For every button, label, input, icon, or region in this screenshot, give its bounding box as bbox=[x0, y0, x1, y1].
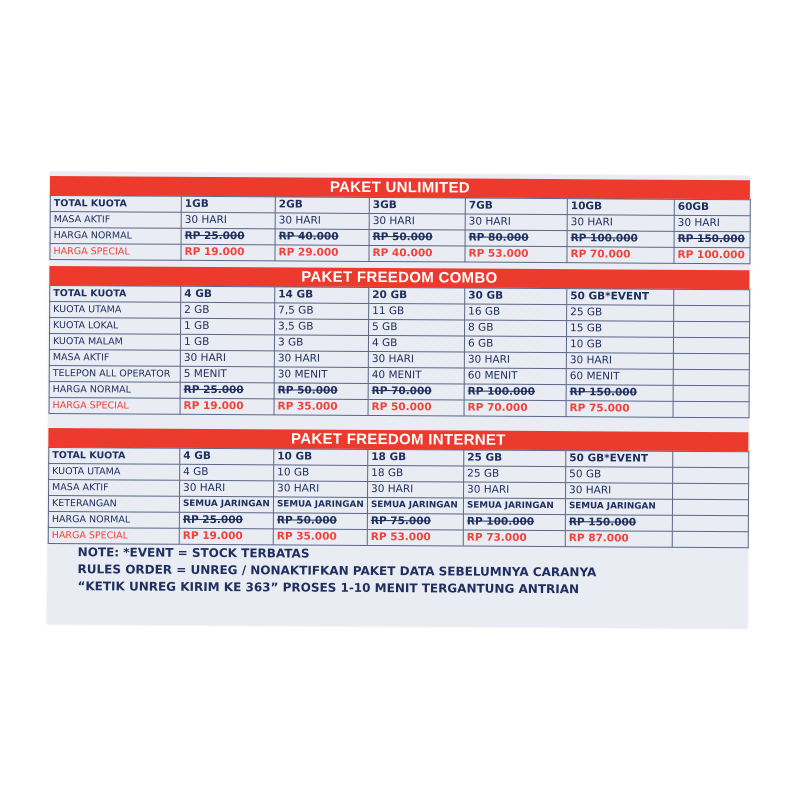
table-cell: RP 40.000 bbox=[275, 229, 369, 246]
table-cell: 1 GB bbox=[180, 334, 274, 351]
row-label: HARGA NORMAL bbox=[48, 511, 179, 528]
row-label: TELEPON ALL OPERATOR bbox=[49, 365, 180, 382]
table-cell: RP 50.000 bbox=[369, 229, 465, 246]
table-cell: 20 GB bbox=[369, 287, 465, 304]
table-freedom-internet bbox=[48, 447, 750, 548]
table-cell: 30 GB bbox=[465, 288, 567, 305]
table-cell: 30 HARI bbox=[274, 481, 368, 498]
row-label: TOTAL KUOTA bbox=[50, 286, 181, 303]
row-label: KETERANGAN bbox=[48, 495, 179, 512]
table-cell: RP 100.000 bbox=[463, 514, 565, 531]
row-label: MASA AKTIF bbox=[49, 479, 180, 496]
row-label: KUOTA LOKAL bbox=[50, 318, 181, 335]
table-cell: 30 HARI bbox=[369, 213, 465, 230]
table-cell: 50 GB*EVENT bbox=[566, 451, 673, 468]
table-cell: 10 GB bbox=[274, 449, 368, 466]
section-title-internet: PAKET FREEDOM INTERNET bbox=[48, 428, 748, 451]
table-cell: 30 HARI bbox=[368, 351, 464, 368]
table-cell bbox=[672, 515, 748, 531]
table-cell: RP 150.000 bbox=[565, 515, 672, 532]
row-label: MASA AKTIF bbox=[50, 212, 181, 229]
table-cell: 60GB bbox=[674, 199, 750, 215]
table-cell: 30 HARI bbox=[465, 214, 567, 231]
table-cell: 30 HARI bbox=[566, 353, 673, 370]
table-cell: 60 MENIT bbox=[566, 369, 673, 386]
table-cell: RP 100.000 bbox=[674, 247, 750, 263]
table-cell: SEMUA JARINGAN bbox=[273, 497, 367, 514]
table-cell: 11 GB bbox=[369, 303, 465, 320]
section-title-unlimited: PAKET UNLIMITED bbox=[50, 176, 750, 199]
table-cell: 50 GB bbox=[566, 467, 673, 484]
table-cell: 4 GB bbox=[181, 286, 275, 303]
table-cell: RP 53.000 bbox=[367, 529, 463, 546]
table-cell: RP 19.000 bbox=[180, 398, 274, 415]
table-cell bbox=[673, 353, 749, 369]
table-cell: RP 100.000 bbox=[464, 384, 566, 401]
table-cell: 4 GB bbox=[180, 448, 274, 465]
table-cell: RP 87.000 bbox=[565, 531, 672, 548]
table-cell: 30 HARI bbox=[464, 352, 566, 369]
note-event: NOTE: *EVENT = STOCK TERBATAS bbox=[77, 545, 310, 561]
table-cell: 30 HARI bbox=[674, 215, 750, 231]
notes-block bbox=[77, 544, 596, 598]
table-cell: RP 25.000 bbox=[180, 382, 274, 399]
table-cell: RP 75.000 bbox=[367, 513, 463, 530]
table-cell: RP 75.000 bbox=[566, 401, 673, 418]
table-cell: 3 GB bbox=[274, 335, 368, 352]
table-cell: SEMUA JARINGAN bbox=[565, 499, 672, 516]
table-cell: 40 MENIT bbox=[368, 367, 464, 384]
table-cell bbox=[673, 369, 749, 385]
row-label: HARGA NORMAL bbox=[49, 381, 180, 398]
table-cell: RP 50.000 bbox=[368, 399, 464, 416]
table-cell: RP 50.000 bbox=[273, 513, 367, 530]
row-label: HARGA NORMAL bbox=[50, 228, 181, 245]
table-cell: 7,5 GB bbox=[275, 303, 369, 320]
table-cell: 5 MENIT bbox=[180, 366, 274, 383]
table-cell: 18 GB bbox=[368, 449, 464, 466]
table-cell: 30 HARI bbox=[566, 483, 673, 500]
table-cell: 1 GB bbox=[181, 318, 275, 335]
table-cell bbox=[673, 337, 749, 353]
table-cell: RP 29.000 bbox=[275, 245, 369, 262]
table-cell: 25 GB bbox=[464, 450, 566, 467]
table-cell: RP 70.000 bbox=[464, 400, 566, 417]
table-cell: 30 HARI bbox=[181, 212, 275, 229]
row-label: TOTAL KUOTA bbox=[49, 447, 180, 464]
table-cell bbox=[672, 531, 748, 547]
table-cell bbox=[674, 321, 750, 337]
table-cell: 4 GB bbox=[368, 335, 464, 352]
row-label: KUOTA UTAMA bbox=[50, 302, 181, 319]
row-label: HARGA SPECIAL bbox=[49, 397, 180, 414]
table-cell: RP 150.000 bbox=[566, 385, 673, 402]
table-cell bbox=[673, 467, 749, 483]
table-cell: 4 GB bbox=[180, 464, 274, 481]
table-cell: RP 73.000 bbox=[463, 530, 565, 547]
table-row bbox=[50, 244, 750, 264]
note-unreg-instruction: “KETIK UNREG KIRIM KE 363” PROSES 1-10 MENIT TERGANTUNG ANTRIAN bbox=[77, 579, 580, 597]
table-cell: RP 35.000 bbox=[273, 529, 367, 546]
table-cell: 8 GB bbox=[465, 320, 567, 337]
table-freedom-combo bbox=[49, 285, 751, 418]
table-cell bbox=[673, 451, 749, 467]
table-cell: RP 150.000 bbox=[674, 231, 750, 247]
table-cell: RP 40.000 bbox=[369, 245, 465, 262]
price-sheet bbox=[47, 172, 750, 628]
table-cell: RP 70.000 bbox=[368, 383, 464, 400]
table-cell bbox=[672, 499, 748, 515]
section-title-combo: PAKET FREEDOM COMBO bbox=[49, 266, 749, 289]
table-cell: SEMUA JARINGAN bbox=[367, 497, 463, 514]
table-cell: 10 GB bbox=[274, 465, 368, 482]
table-cell: 16 GB bbox=[465, 304, 567, 321]
table-cell: 7GB bbox=[465, 198, 567, 215]
table-cell: 10 GB bbox=[566, 337, 673, 354]
table-cell: 30 HARI bbox=[180, 480, 274, 497]
row-label: HARGA SPECIAL bbox=[50, 244, 181, 261]
table-cell: 30 HARI bbox=[567, 215, 674, 232]
table-cell: 3GB bbox=[369, 197, 465, 214]
table-cell: 30 HARI bbox=[368, 481, 464, 498]
table-cell: 30 HARI bbox=[275, 213, 369, 230]
table-cell: RP 80.000 bbox=[465, 230, 567, 247]
table-cell: 30 HARI bbox=[464, 482, 566, 499]
table-cell: 1GB bbox=[181, 196, 275, 213]
table-cell bbox=[674, 289, 750, 305]
table-cell: 5 GB bbox=[369, 319, 465, 336]
table-cell: 25 GB bbox=[567, 305, 674, 322]
row-label: KUOTA MALAM bbox=[49, 334, 180, 351]
table-cell: RP 25.000 bbox=[181, 228, 275, 245]
table-cell: RP 53.000 bbox=[465, 246, 567, 263]
table-cell: SEMUA JARINGAN bbox=[179, 496, 273, 513]
table-cell bbox=[673, 401, 749, 417]
table-cell: 60 MENIT bbox=[464, 368, 566, 385]
table-cell: 10GB bbox=[567, 199, 674, 216]
table-cell: RP 100.000 bbox=[567, 231, 674, 248]
table-cell: RP 50.000 bbox=[274, 383, 368, 400]
table-cell: 18 GB bbox=[368, 465, 464, 482]
table-row bbox=[49, 397, 749, 417]
table-cell: 3,5 GB bbox=[275, 319, 369, 336]
table-unlimited bbox=[49, 195, 750, 264]
table-cell: RP 19.000 bbox=[179, 528, 273, 545]
table-cell: RP 25.000 bbox=[179, 512, 273, 529]
table-cell: RP 19.000 bbox=[181, 244, 275, 261]
table-cell: 50 GB*EVENT bbox=[567, 289, 674, 306]
table-cell: 25 GB bbox=[464, 466, 566, 483]
row-label: TOTAL KUOTA bbox=[50, 196, 181, 213]
table-cell: RP 35.000 bbox=[274, 399, 368, 416]
table-cell bbox=[673, 385, 749, 401]
table-cell bbox=[673, 483, 749, 499]
row-label: MASA AKTIF bbox=[49, 349, 180, 366]
table-cell: 30 HARI bbox=[180, 350, 274, 367]
note-rules-order: RULES ORDER = UNREG / NONAKTIFKAN PAKET DATA SEBELUMNYA CARANYA bbox=[77, 562, 597, 580]
table-cell: 14 GB bbox=[275, 287, 369, 304]
table-cell: 15 GB bbox=[567, 321, 674, 338]
table-cell bbox=[674, 305, 750, 321]
table-cell: SEMUA JARINGAN bbox=[463, 498, 565, 515]
table-cell: 30 MENIT bbox=[274, 367, 368, 384]
table-cell: 2 GB bbox=[181, 302, 275, 319]
table-cell: RP 70.000 bbox=[567, 247, 674, 264]
table-cell: 6 GB bbox=[464, 336, 566, 353]
row-label: HARGA SPECIAL bbox=[48, 527, 179, 544]
row-label: KUOTA UTAMA bbox=[49, 463, 180, 480]
table-cell: 30 HARI bbox=[274, 351, 368, 368]
table-cell: 2GB bbox=[275, 197, 369, 214]
